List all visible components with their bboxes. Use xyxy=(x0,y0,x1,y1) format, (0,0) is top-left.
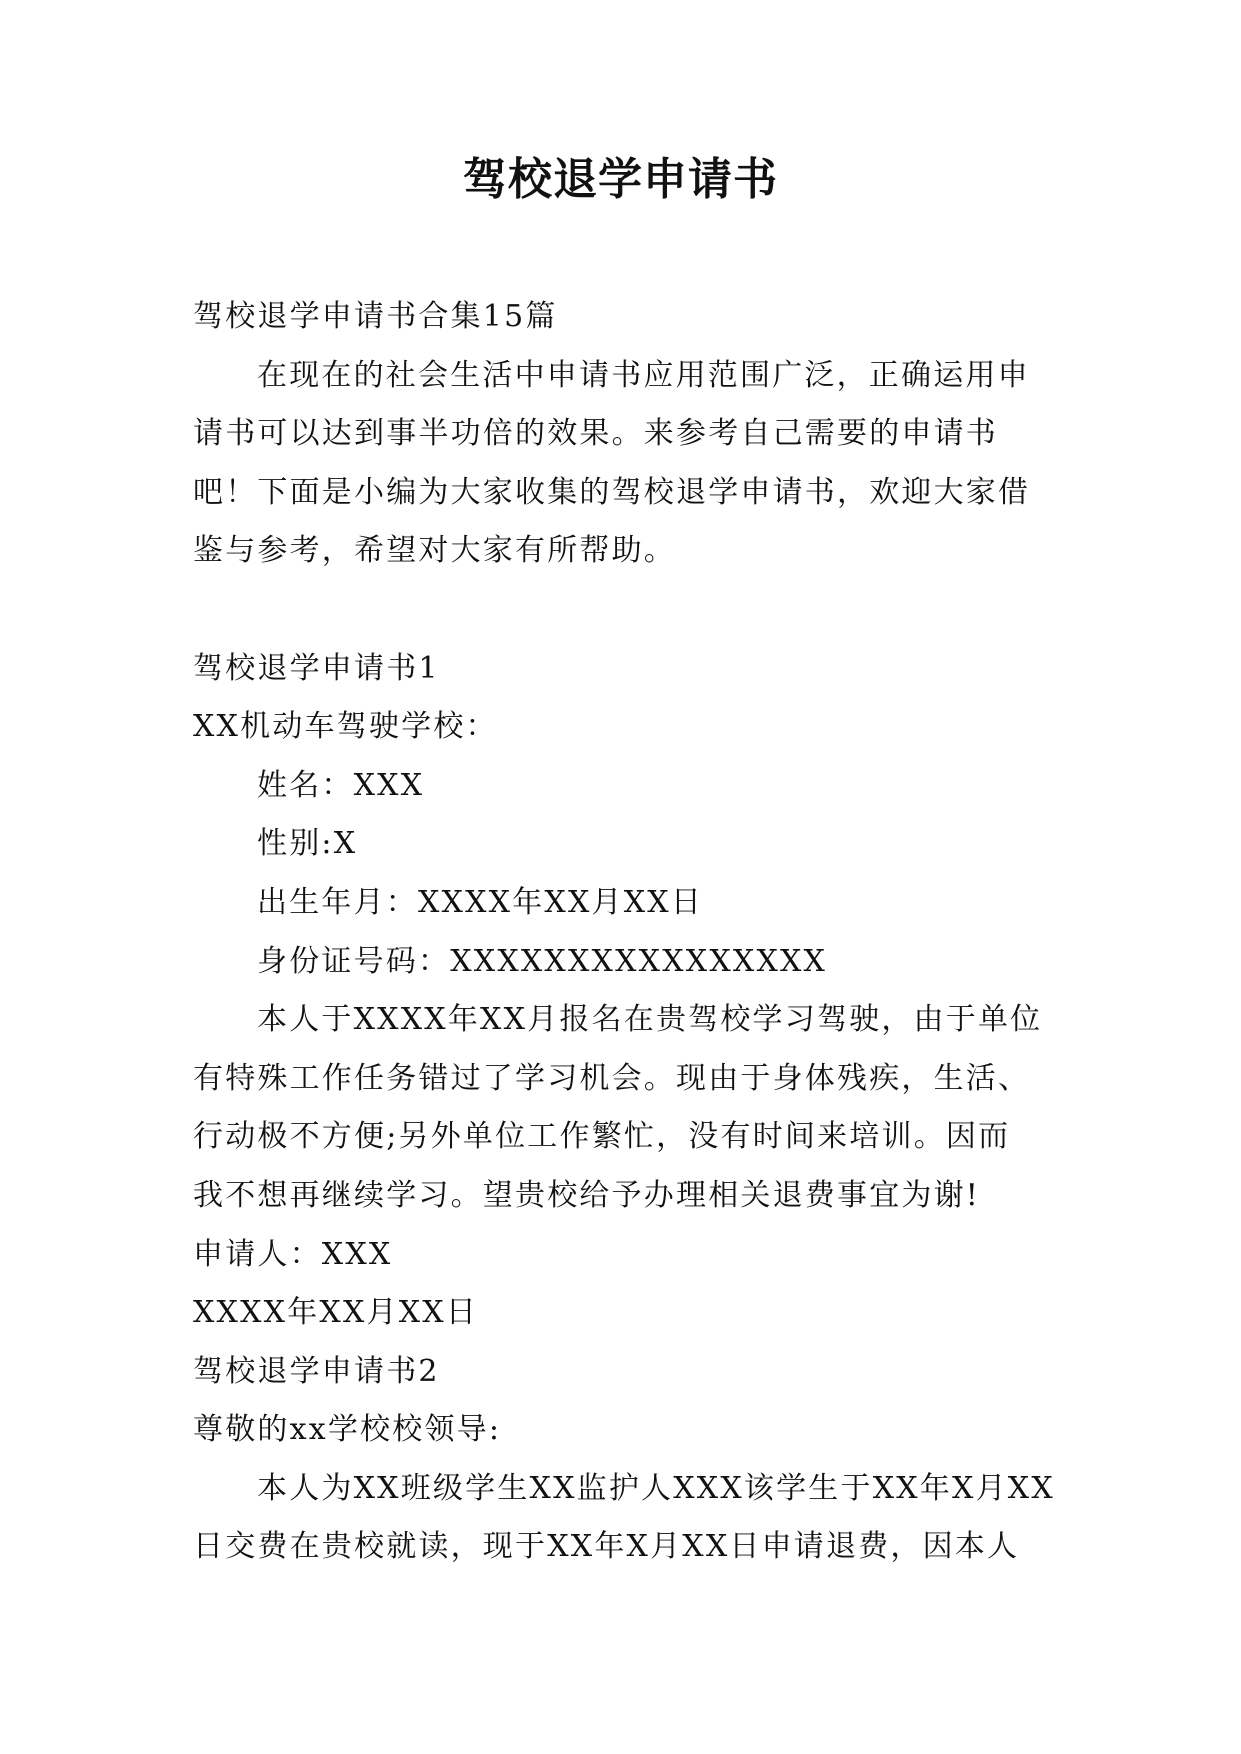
intro-line: 鉴与参考，希望对大家有所帮助。 xyxy=(193,533,676,569)
intro-line: 请书可以达到事半功倍的效果。来参考自己需要的申请书 xyxy=(193,416,998,452)
letter1-heading: 驾校退学申请书1 xyxy=(193,650,440,686)
intro-line: 在现在的社会生活中申请书应用范围广泛，正确运用申 xyxy=(257,357,1030,393)
document-title: 驾校退学申请书 xyxy=(463,154,778,205)
letter1-name-field: 姓名：XXX xyxy=(257,767,425,803)
letter1-body-line: 本人于XXXX年XX月报名在贵驾校学习驾驶，由于单位 xyxy=(257,1002,1043,1038)
letter1-body-line: 行动极不方便;另外单位工作繁忙，没有时间来培训。因而 xyxy=(193,1119,1011,1155)
letter1-body-line: 有特殊工作任务错过了学习机会。现由于身体残疾，生活、 xyxy=(193,1060,1031,1096)
letter2-salutation: 尊敬的xx学校校领导: xyxy=(193,1412,502,1448)
letter1-date: XXXX年XX月XX日 xyxy=(193,1295,479,1331)
letter1-applicant: 申请人：XXX xyxy=(193,1236,393,1272)
intro-line: 吧！下面是小编为大家收集的驾校退学申请书，欢迎大家借 xyxy=(193,474,1031,510)
letter2-body-line: 本人为XX班级学生XX监护人XXX该学生于XX年X月XX xyxy=(257,1470,1055,1506)
paragraph-gap xyxy=(193,581,1061,640)
document-body xyxy=(193,288,1061,1577)
letter1-gender-field: 性别:X xyxy=(257,826,358,862)
letter1-id-field: 身份证号码：XXXXXXXXXXXXXXXX xyxy=(257,943,828,979)
letter2-heading: 驾校退学申请书2 xyxy=(193,1353,440,1389)
letter1-salutation: XX机动车驾驶学校： xyxy=(193,709,498,745)
letter1-birth-field: 出生年月：XXXX年XX月XX日 xyxy=(257,884,704,920)
collection-subtitle: 驾校退学申请书合集15篇 xyxy=(193,299,558,334)
letter2-body-line: 日交费在贵校就读，现于XX年X月XX日申请退费，因本人 xyxy=(193,1529,1020,1565)
letter1-body-line: 我不想再继续学习。望贵校给予办理相关退费事宜为谢! xyxy=(193,1177,981,1213)
